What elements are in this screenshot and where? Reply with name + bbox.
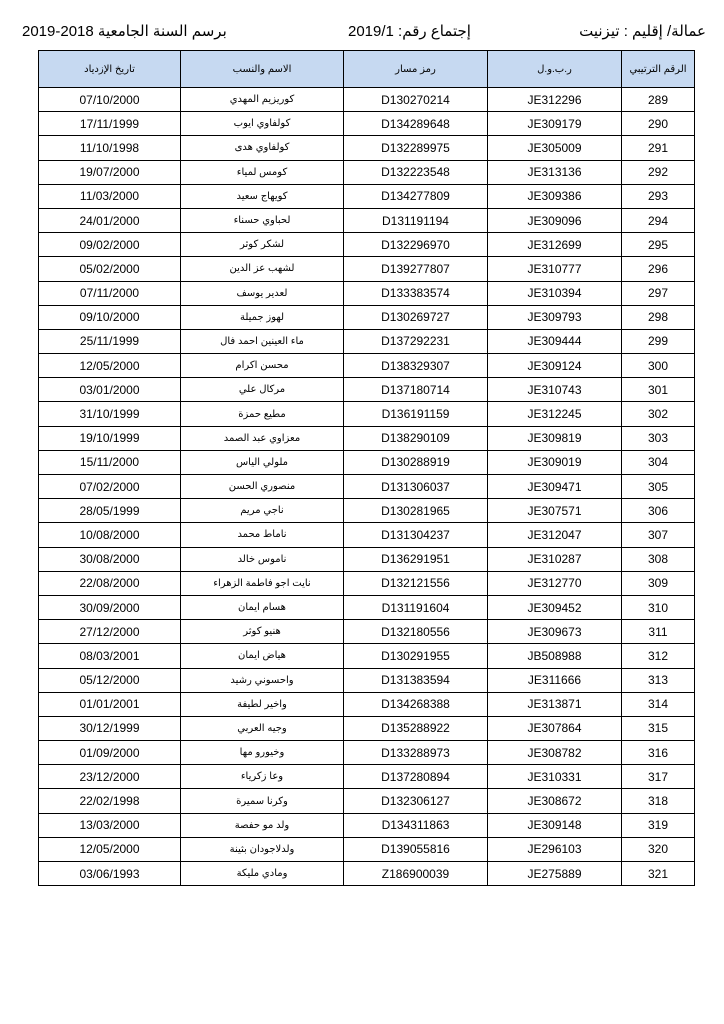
cell-number: 295 (622, 233, 695, 257)
cell-massar: D131191194 (344, 208, 488, 232)
cell-dob: 01/09/2000 (39, 741, 181, 765)
cell-code: JE309819 (488, 426, 622, 450)
table-row (39, 184, 695, 208)
cell-massar: D132296970 (344, 233, 488, 257)
cell-number: 309 (622, 571, 695, 595)
cell-number: 313 (622, 668, 695, 692)
cell-dob: 10/08/2000 (39, 523, 181, 547)
cell-code: JE308782 (488, 741, 622, 765)
column-header-massar: رمز مسار (344, 51, 488, 88)
cell-dob: 05/12/2000 (39, 668, 181, 692)
cell-code: JE312296 (488, 88, 622, 112)
cell-name: مركال علي (181, 378, 344, 402)
cell-code: JE312047 (488, 523, 622, 547)
cell-number: 305 (622, 475, 695, 499)
cell-name: واخير لطيفة (181, 692, 344, 716)
cell-name: كومس لمياء (181, 160, 344, 184)
cell-code: JE310394 (488, 281, 622, 305)
cell-dob: 03/01/2000 (39, 378, 181, 402)
cell-code: JE307864 (488, 716, 622, 740)
cell-massar: D133383574 (344, 281, 488, 305)
cell-dob: 12/05/2000 (39, 837, 181, 861)
table-body (39, 88, 695, 886)
cell-number: 299 (622, 329, 695, 353)
table-row (39, 765, 695, 789)
cell-code: JE309471 (488, 475, 622, 499)
cell-massar: D130270214 (344, 88, 488, 112)
cell-massar: D139277807 (344, 257, 488, 281)
cell-massar: D131306037 (344, 475, 488, 499)
cell-dob: 22/02/1998 (39, 789, 181, 813)
cell-massar: D132223548 (344, 160, 488, 184)
cell-name: ولدلاجودان بثينة (181, 837, 344, 861)
cell-code: JE310743 (488, 378, 622, 402)
column-header-dob: تاريخ الإزدياد (39, 51, 181, 88)
cell-name: نايت اجو فاطمة الزهراء (181, 571, 344, 595)
cell-dob: 25/11/1999 (39, 329, 181, 353)
cell-massar: D137292231 (344, 329, 488, 353)
cell-massar: D132306127 (344, 789, 488, 813)
cell-dob: 28/05/1999 (39, 499, 181, 523)
cell-number: 298 (622, 305, 695, 329)
table-row (39, 208, 695, 232)
cell-number: 319 (622, 813, 695, 837)
cell-number: 289 (622, 88, 695, 112)
cell-code: JE310287 (488, 547, 622, 571)
table-row (39, 378, 695, 402)
cell-name: لشهب عز الدين (181, 257, 344, 281)
cell-number: 321 (622, 862, 695, 886)
cell-massar: D131304237 (344, 523, 488, 547)
cell-massar: D130269727 (344, 305, 488, 329)
cell-name: كولفاوي هدى (181, 136, 344, 160)
cell-name: ولد مو حفصة (181, 813, 344, 837)
cell-dob: 17/11/1999 (39, 112, 181, 136)
cell-dob: 09/10/2000 (39, 305, 181, 329)
table-row (39, 692, 695, 716)
table-row (39, 620, 695, 644)
cell-dob: 07/02/2000 (39, 475, 181, 499)
cell-number: 301 (622, 378, 695, 402)
cell-code: JE309386 (488, 184, 622, 208)
table-row (39, 136, 695, 160)
cell-dob: 13/03/2000 (39, 813, 181, 837)
cell-code: JE310777 (488, 257, 622, 281)
cell-massar: D130281965 (344, 499, 488, 523)
cell-massar: D134289648 (344, 112, 488, 136)
cell-name: هنيو كوثر (181, 620, 344, 644)
cell-dob: 08/03/2001 (39, 644, 181, 668)
table-header-row (39, 51, 695, 88)
cell-code: JE309019 (488, 450, 622, 474)
cell-massar: D136191159 (344, 402, 488, 426)
cell-code: JE312699 (488, 233, 622, 257)
cell-massar: D138329307 (344, 354, 488, 378)
cell-massar: D134311863 (344, 813, 488, 837)
cell-number: 317 (622, 765, 695, 789)
cell-code: JB508988 (488, 644, 622, 668)
cell-number: 315 (622, 716, 695, 740)
cell-code: JE305009 (488, 136, 622, 160)
cell-name: وعا زكرياء (181, 765, 344, 789)
academic-year: 2019-2018 برسم السنة الجامعية (22, 23, 227, 40)
cell-code: JE309673 (488, 620, 622, 644)
table-row (39, 595, 695, 619)
cell-massar: D139055816 (344, 837, 488, 861)
cell-name: وجيه العربي (181, 716, 344, 740)
cell-dob: 11/03/2000 (39, 184, 181, 208)
table-row (39, 741, 695, 765)
cell-dob: 09/02/2000 (39, 233, 181, 257)
cell-name: ملولي الياس (181, 450, 344, 474)
cell-name: هسام ايمان (181, 595, 344, 619)
cell-name: ومادي مليكة (181, 862, 344, 886)
cell-massar: Z186900039 (344, 862, 488, 886)
cell-name: هياض ايمان (181, 644, 344, 668)
table-row (39, 668, 695, 692)
table-row (39, 523, 695, 547)
cell-code: JE296103 (488, 837, 622, 861)
cell-massar: D134277809 (344, 184, 488, 208)
cell-number: 300 (622, 354, 695, 378)
column-header-number: الرقم الترتيبي (622, 51, 695, 88)
table-row (39, 789, 695, 813)
cell-dob: 19/07/2000 (39, 160, 181, 184)
table-row (39, 716, 695, 740)
cell-dob: 12/05/2000 (39, 354, 181, 378)
cell-code: JE311666 (488, 668, 622, 692)
column-header-name: الاسم والنسب (181, 51, 344, 88)
province: عمالة/ إقليم : تيزنيت (579, 23, 706, 40)
table-row (39, 450, 695, 474)
cell-number: 318 (622, 789, 695, 813)
cell-dob: 05/02/2000 (39, 257, 181, 281)
cell-number: 296 (622, 257, 695, 281)
cell-code: JE309452 (488, 595, 622, 619)
cell-name: محسن اكرام (181, 354, 344, 378)
cell-code: JE312245 (488, 402, 622, 426)
cell-massar: D137280894 (344, 765, 488, 789)
table-row (39, 88, 695, 112)
cell-code: JE310331 (488, 765, 622, 789)
cell-code: JE312770 (488, 571, 622, 595)
cell-code: JE313871 (488, 692, 622, 716)
cell-code: JE307571 (488, 499, 622, 523)
column-header-code: ر.ب.و.ل (488, 51, 622, 88)
table-row (39, 644, 695, 668)
cell-dob: 15/11/2000 (39, 450, 181, 474)
cell-massar: D132289975 (344, 136, 488, 160)
table-row (39, 862, 695, 886)
cell-name: ناماط محمد (181, 523, 344, 547)
cell-name: واحسوني رشيد (181, 668, 344, 692)
table-row (39, 305, 695, 329)
table-row (39, 837, 695, 861)
table-row (39, 281, 695, 305)
table-row (39, 329, 695, 353)
cell-dob: 31/10/1999 (39, 402, 181, 426)
cell-number: 320 (622, 837, 695, 861)
cell-dob: 24/01/2000 (39, 208, 181, 232)
cell-number: 291 (622, 136, 695, 160)
table-row (39, 160, 695, 184)
cell-name: منصوري الحسن (181, 475, 344, 499)
cell-name: كولفاوي ايوب (181, 112, 344, 136)
cell-dob: 27/12/2000 (39, 620, 181, 644)
page-header (0, 22, 724, 46)
cell-code: JE309148 (488, 813, 622, 837)
cell-massar: D131191604 (344, 595, 488, 619)
cell-dob: 30/08/2000 (39, 547, 181, 571)
cell-number: 297 (622, 281, 695, 305)
cell-number: 316 (622, 741, 695, 765)
table-row (39, 547, 695, 571)
table-row (39, 475, 695, 499)
cell-massar: D133288973 (344, 741, 488, 765)
cell-name: لعدير يوسف (181, 281, 344, 305)
cell-name: كوريزيم المهدي (181, 88, 344, 112)
cell-code: JE309096 (488, 208, 622, 232)
cell-name: ناجي مريم (181, 499, 344, 523)
cell-massar: D132180556 (344, 620, 488, 644)
cell-name: ناموس خالد (181, 547, 344, 571)
cell-number: 306 (622, 499, 695, 523)
table-row (39, 499, 695, 523)
students-table (38, 50, 695, 886)
table-row (39, 571, 695, 595)
cell-code: JE309793 (488, 305, 622, 329)
cell-name: كويهاج سعيد (181, 184, 344, 208)
cell-name: وكرنا سميرة (181, 789, 344, 813)
cell-name: مطيع حمزة (181, 402, 344, 426)
table-row (39, 257, 695, 281)
cell-code: JE308672 (488, 789, 622, 813)
meeting-number: إجتماع رقم: 2019/1 (348, 23, 471, 40)
cell-number: 312 (622, 644, 695, 668)
cell-dob: 03/06/1993 (39, 862, 181, 886)
cell-massar: D132121556 (344, 571, 488, 595)
table-row (39, 233, 695, 257)
cell-number: 311 (622, 620, 695, 644)
cell-number: 310 (622, 595, 695, 619)
cell-number: 304 (622, 450, 695, 474)
cell-code: JE275889 (488, 862, 622, 886)
table-row (39, 402, 695, 426)
cell-dob: 30/12/1999 (39, 716, 181, 740)
cell-massar: D131383594 (344, 668, 488, 692)
table-row (39, 426, 695, 450)
cell-number: 294 (622, 208, 695, 232)
cell-massar: D130291955 (344, 644, 488, 668)
cell-dob: 19/10/1999 (39, 426, 181, 450)
cell-code: JE309444 (488, 329, 622, 353)
cell-name: ماء العينين احمد فال (181, 329, 344, 353)
table-row (39, 354, 695, 378)
cell-dob: 07/11/2000 (39, 281, 181, 305)
cell-dob: 07/10/2000 (39, 88, 181, 112)
cell-number: 303 (622, 426, 695, 450)
cell-massar: D137180714 (344, 378, 488, 402)
cell-name: وخيورو مها (181, 741, 344, 765)
cell-massar: D138290109 (344, 426, 488, 450)
cell-name: لحباوي حسناء (181, 208, 344, 232)
cell-code: JE313136 (488, 160, 622, 184)
cell-massar: D135288922 (344, 716, 488, 740)
cell-code: JE309124 (488, 354, 622, 378)
cell-massar: D136291951 (344, 547, 488, 571)
table-row (39, 813, 695, 837)
table-row (39, 112, 695, 136)
cell-number: 292 (622, 160, 695, 184)
cell-dob: 23/12/2000 (39, 765, 181, 789)
cell-massar: D134268388 (344, 692, 488, 716)
cell-number: 293 (622, 184, 695, 208)
cell-number: 307 (622, 523, 695, 547)
cell-name: معزاوي عبد الصمد (181, 426, 344, 450)
cell-number: 308 (622, 547, 695, 571)
cell-dob: 30/09/2000 (39, 595, 181, 619)
cell-number: 314 (622, 692, 695, 716)
cell-dob: 01/01/2001 (39, 692, 181, 716)
cell-number: 290 (622, 112, 695, 136)
cell-name: لهوز جميلة (181, 305, 344, 329)
cell-dob: 11/10/1998 (39, 136, 181, 160)
cell-name: لشكر كوثر (181, 233, 344, 257)
cell-dob: 22/08/2000 (39, 571, 181, 595)
cell-massar: D130288919 (344, 450, 488, 474)
cell-code: JE309179 (488, 112, 622, 136)
cell-number: 302 (622, 402, 695, 426)
